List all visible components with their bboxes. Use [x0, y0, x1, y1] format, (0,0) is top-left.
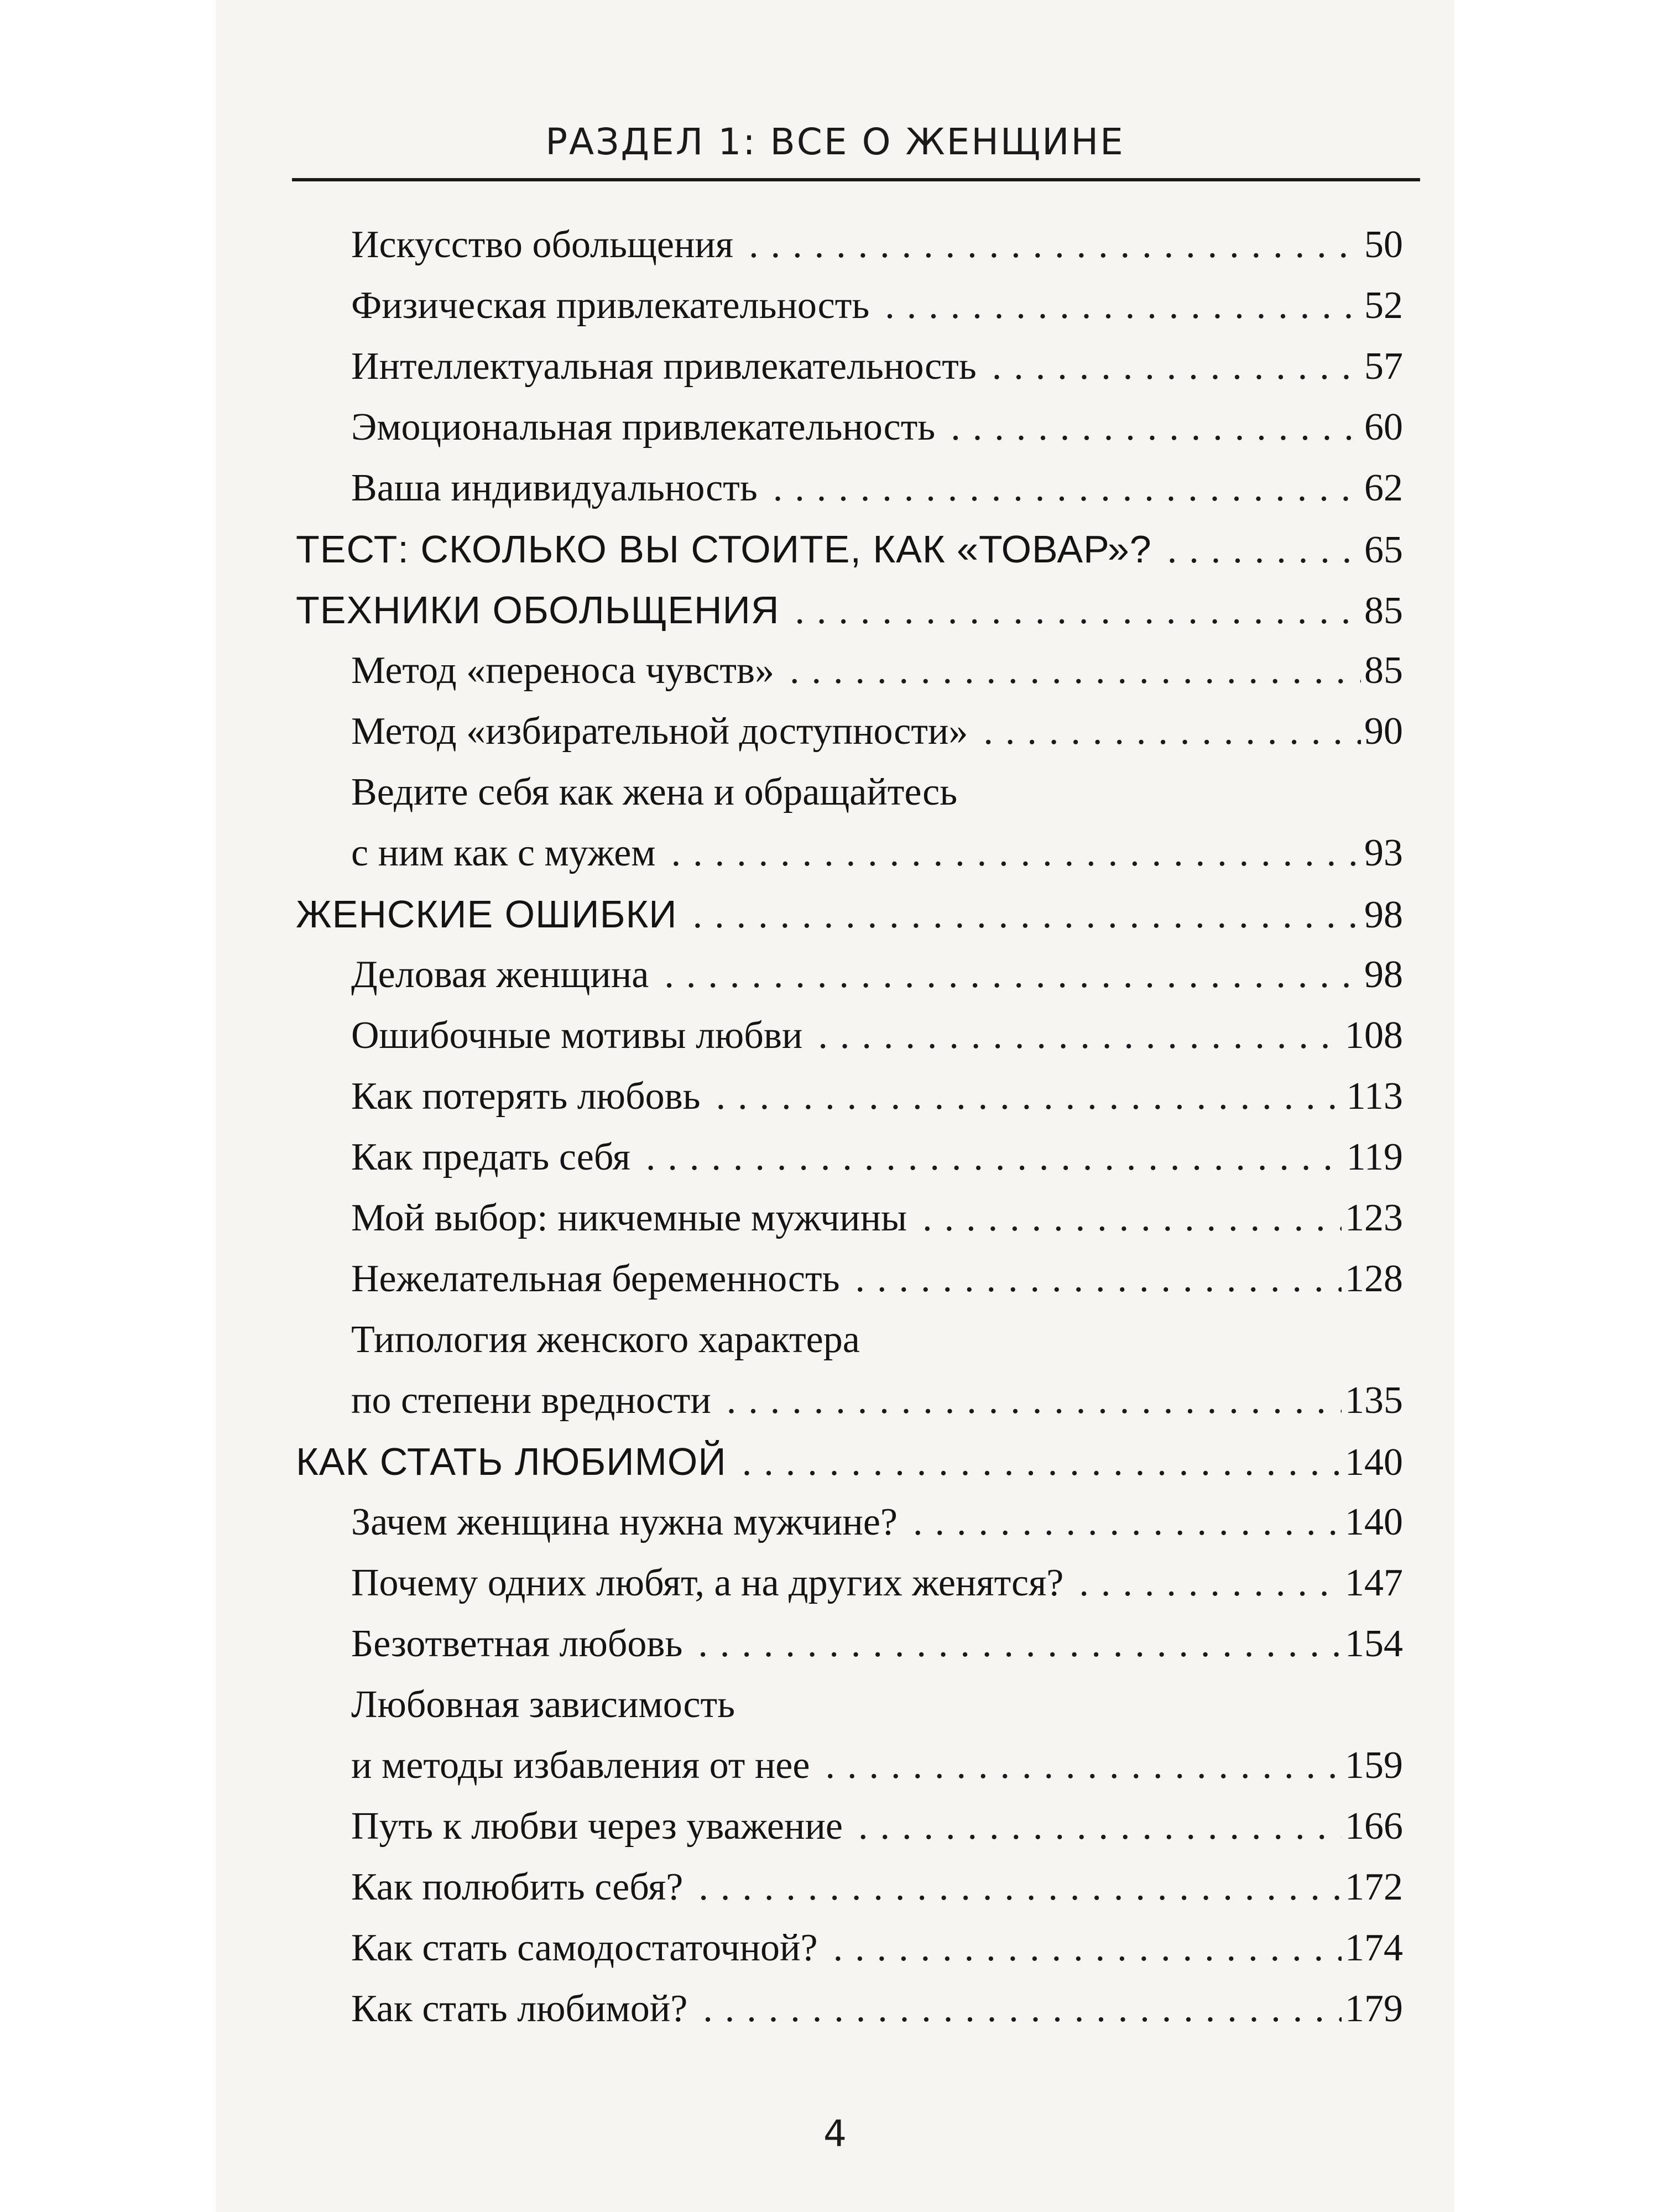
- toc-leader-dots: [727, 1381, 1342, 1420]
- toc-entry-page: 90: [1364, 710, 1403, 753]
- toc-entry: [351, 712, 1403, 751]
- toc-entry-page: 172: [1345, 1866, 1403, 1908]
- toc-leader-dots: [646, 1138, 1343, 1177]
- toc-section-title: КАК СТАТЬ ЛЮБИМОЙ: [296, 1440, 727, 1483]
- toc-entry: [351, 1138, 1403, 1177]
- toc-entry: [351, 1381, 1403, 1420]
- toc-entry-title: Как предать себя: [351, 1136, 630, 1178]
- toc-entry-title: по степени вредности: [351, 1379, 711, 1422]
- toc-entry: [351, 1503, 1403, 1542]
- toc-entry-page: 154: [1345, 1623, 1403, 1665]
- toc-entry-first-line: Типология женского характера: [351, 1318, 860, 1361]
- toc-leader-dots: [885, 286, 1361, 325]
- toc-entry-title: Нежелательная беременность: [351, 1258, 840, 1300]
- toc-section-entry: [296, 1442, 1403, 1482]
- toc-entry-page: 65: [1364, 529, 1403, 571]
- toc-section-entry: [296, 530, 1403, 570]
- toc-leader-dots: [833, 1929, 1342, 1968]
- toc-entry: [351, 651, 1403, 690]
- toc-entry: [351, 1625, 1403, 1663]
- toc-leader-dots: [1079, 1564, 1342, 1603]
- toc-entry: [351, 1016, 1403, 1055]
- toc-entry: [351, 347, 1403, 386]
- toc-entry: [351, 1564, 1403, 1603]
- toc-entry: [351, 1746, 1403, 1785]
- toc-entry-page: 98: [1364, 953, 1403, 996]
- header-rule: [292, 178, 1420, 181]
- toc-entry: [351, 1987, 1403, 2030]
- toc-entry-title: Как стать самодостаточной?: [351, 1927, 818, 1969]
- toc-leader-dots: [795, 592, 1361, 630]
- toc-entry: [351, 953, 1403, 996]
- toc-leader-dots: [1167, 531, 1361, 570]
- toc-leader-dots: [773, 469, 1361, 508]
- toc-leader-dots: [716, 1077, 1343, 1116]
- toc-entry-first-line: Любовная зависимость: [351, 1683, 735, 1726]
- toc-entry: [351, 1868, 1403, 1907]
- page-number: 4: [823, 2112, 847, 2155]
- toc-entry: [351, 286, 1403, 325]
- toc-entry-page: 128: [1345, 1258, 1403, 1300]
- toc-entry-title: Метод «переноса чувств»: [351, 649, 775, 692]
- toc-entry: [351, 469, 1403, 508]
- toc-entry-title: Как стать любимой?: [351, 1987, 688, 2030]
- toc-leader-dots: [790, 651, 1361, 690]
- toc-entry-page: 93: [1364, 832, 1403, 874]
- toc-entry-title: с ним как с мужем: [351, 832, 656, 874]
- toc-entry-title: и методы избавления от нее: [351, 1744, 810, 1787]
- toc-leader-dots: [703, 1990, 1342, 2028]
- toc-entry-page: 174: [1345, 1927, 1403, 1969]
- toc-entry-title: Искусство обольщения: [351, 223, 734, 266]
- toc-entry-page: 179: [1345, 1987, 1403, 2030]
- toc-entry-page: 85: [1364, 649, 1403, 692]
- toc-leader-dots: [825, 1746, 1342, 1785]
- toc-entry-page: 98: [1364, 894, 1403, 936]
- toc-leader-dots: [749, 226, 1361, 264]
- toc-entry: [351, 1260, 1403, 1298]
- toc-entry: [351, 1199, 1403, 1238]
- toc-entry-page: 135: [1345, 1379, 1403, 1422]
- toc-entry-title: Эмоциональная привлекательность: [351, 406, 936, 448]
- toc-leader-dots: [983, 712, 1361, 751]
- toc-entry-page: 140: [1345, 1501, 1403, 1543]
- toc-leader-dots: [951, 408, 1361, 447]
- toc-section-entry: [296, 895, 1403, 935]
- toc-entry-page: 62: [1364, 467, 1403, 509]
- toc-leader-dots: [913, 1503, 1342, 1542]
- toc-entry-page: 123: [1345, 1197, 1403, 1239]
- toc-leader-dots: [992, 347, 1361, 386]
- toc-leader-dots: [858, 1807, 1342, 1846]
- toc-leader-dots: [922, 1199, 1342, 1238]
- toc-leader-dots: [698, 1868, 1342, 1907]
- toc-entry: [351, 1929, 1403, 1968]
- toc-section-title: ЖЕНСКИЕ ОШИБКИ: [296, 893, 677, 936]
- toc-section-entry: [296, 588, 1403, 632]
- toc-entry-page: 119: [1346, 1136, 1403, 1178]
- toc-entry-title: Безответная любовь: [351, 1623, 683, 1665]
- toc-section-title: ТЕСТ: СКОЛЬКО ВЫ СТОИТЕ, КАК «ТОВАР»?: [296, 528, 1152, 571]
- toc-entry-page: 113: [1346, 1075, 1403, 1118]
- toc-leader-dots: [693, 896, 1361, 935]
- toc-entry-title: Почему одних любят, а на других женятся?: [351, 1562, 1064, 1604]
- toc-entry-title: Мой выбор: никчемные мужчины: [351, 1197, 907, 1239]
- toc-entry: [351, 1077, 1403, 1116]
- toc-entry-first-line: Ведите себя как жена и обращайтесь: [351, 771, 958, 813]
- toc-entry-title: Ошибочные мотивы любви: [351, 1014, 803, 1057]
- toc-entry-page: 159: [1345, 1744, 1403, 1787]
- toc-entry-title: Как полюбить себя?: [351, 1866, 684, 1908]
- toc-entry-title: Деловая женщина: [351, 953, 649, 996]
- toc-entry-page: 108: [1345, 1014, 1403, 1057]
- toc-leader-dots: [698, 1625, 1342, 1663]
- toc-entry-title: Интеллектуальная привлекательность: [351, 345, 977, 388]
- toc-leader-dots: [664, 956, 1361, 994]
- toc-entry-page: 166: [1345, 1805, 1403, 1848]
- book-page: [216, 0, 1454, 2212]
- toc-leader-dots: [855, 1260, 1342, 1298]
- toc-entry-page: 140: [1345, 1441, 1403, 1484]
- toc-entry: [351, 834, 1403, 873]
- toc-entry-page: 57: [1364, 345, 1403, 388]
- section-header: РАЗДЕЛ 1: ВСЕ О ЖЕНЩИНЕ: [545, 121, 1125, 163]
- toc-entry-title: Путь к любви через уважение: [351, 1805, 843, 1848]
- toc-entry-page: 60: [1364, 406, 1403, 448]
- toc-leader-dots: [818, 1016, 1342, 1055]
- toc-entry-page: 147: [1345, 1562, 1403, 1604]
- toc-entry: [351, 408, 1403, 447]
- toc-entry-title: Зачем женщина нужна мужчине?: [351, 1501, 898, 1543]
- toc-entry-title: Метод «избирательной доступности»: [351, 710, 968, 753]
- toc-entry-page: 52: [1364, 284, 1403, 327]
- toc-entry-page: 50: [1364, 223, 1403, 266]
- toc-leader-dots: [742, 1443, 1342, 1482]
- toc-entry: [351, 1807, 1403, 1846]
- toc-entry-title: Физическая привлекательность: [351, 284, 870, 327]
- toc-leader-dots: [671, 834, 1361, 873]
- toc-entry-title: Как потерять любовь: [351, 1075, 701, 1118]
- toc-entry-title: Ваша индивидуальность: [351, 467, 758, 509]
- toc-section-title: ТЕХНИКИ ОБОЛЬЩЕНИЯ: [296, 588, 780, 632]
- toc-entry: [351, 223, 1403, 266]
- toc-entry-page: 85: [1364, 589, 1403, 632]
